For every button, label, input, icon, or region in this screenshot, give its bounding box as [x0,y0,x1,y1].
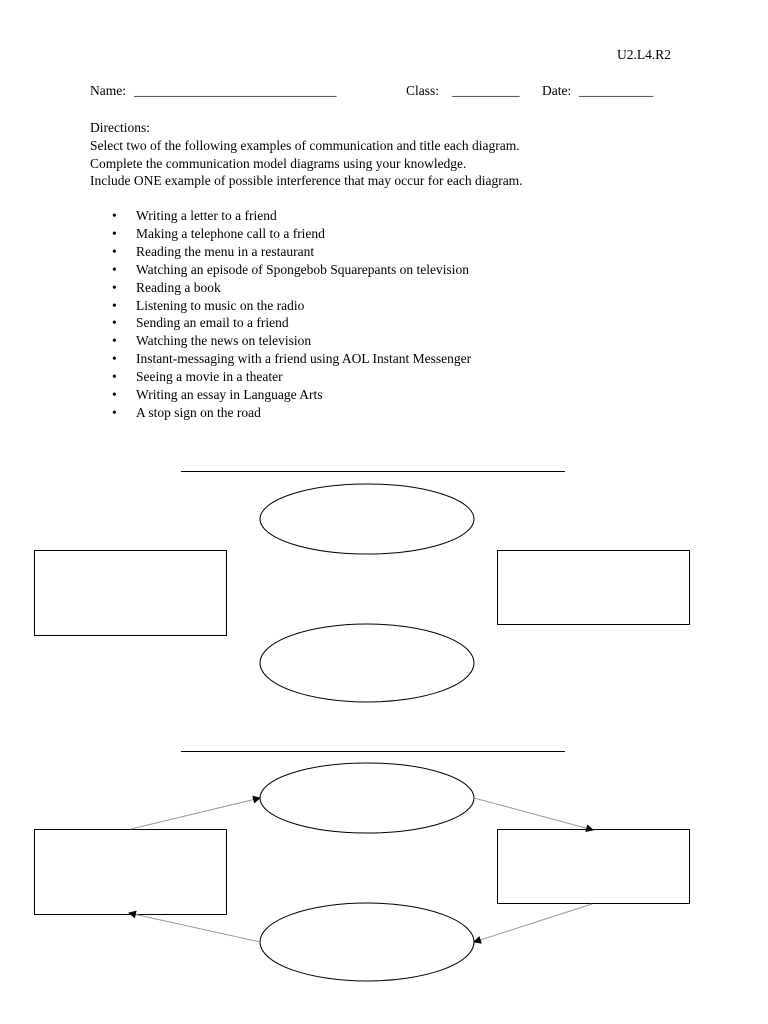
diagram-1 [35,472,690,703]
directions-heading: Directions: [90,120,150,135]
arrow-receiver-to-feedback [474,904,592,942]
diagram-1-feedback-oval[interactable] [260,624,474,702]
list-item: • Seeing a movie in a theater [112,368,471,386]
diagram-2-sender-box[interactable] [35,830,227,915]
list-item: • Reading the menu in a restaurant [112,243,471,261]
date-field[interactable]: ___________ [579,83,654,98]
directions-line: Include ONE example of possible interference that may occur for each diagram. [90,173,523,189]
name-label: Name: [90,83,126,98]
list-item: • Sending an email to a friend [112,314,471,332]
list-item: • Writing a letter to a friend [112,207,471,225]
list-item: • Instant-messaging with a friend using AOL Instant Messenger [112,350,471,368]
arrow-feedback-to-sender [129,913,260,942]
directions-line: Select two of the following examples of communication and title each diagram. [90,137,520,153]
diagram-1-message-oval[interactable] [260,484,474,554]
list-item: • A stop sign on the road [112,404,471,422]
list-item: • Watching the news on television [112,332,471,350]
diagram-2-message-oval[interactable] [260,763,474,833]
arrow-sender-to-message [131,798,260,829]
diagram-1-receiver-box[interactable] [498,551,690,625]
directions-line: Complete the communication model diagrams using your knowledge. [90,155,467,171]
diagram-2 [35,752,690,982]
arrow-message-to-receiver [474,798,593,830]
class-label: Class: [406,83,440,98]
name-field[interactable]: ______________________________ [134,83,337,98]
list-item: • Reading a book [112,279,471,297]
list-item: • Listening to music on the radio [112,297,471,315]
diagram-2-feedback-oval[interactable] [260,903,474,981]
list-item: • Writing an essay in Language Arts [112,386,471,404]
diagram-1-sender-box[interactable] [35,551,227,636]
list-item: • Making a telephone call to a friend [112,225,471,243]
class-field[interactable]: __________ [452,83,520,98]
date-label: Date: [542,83,572,98]
diagram-2-receiver-box[interactable] [498,830,690,904]
list-item: • Watching an episode of Spongebob Squarepants on television [112,261,471,279]
document-code: U2.L4.R2 [617,47,671,62]
